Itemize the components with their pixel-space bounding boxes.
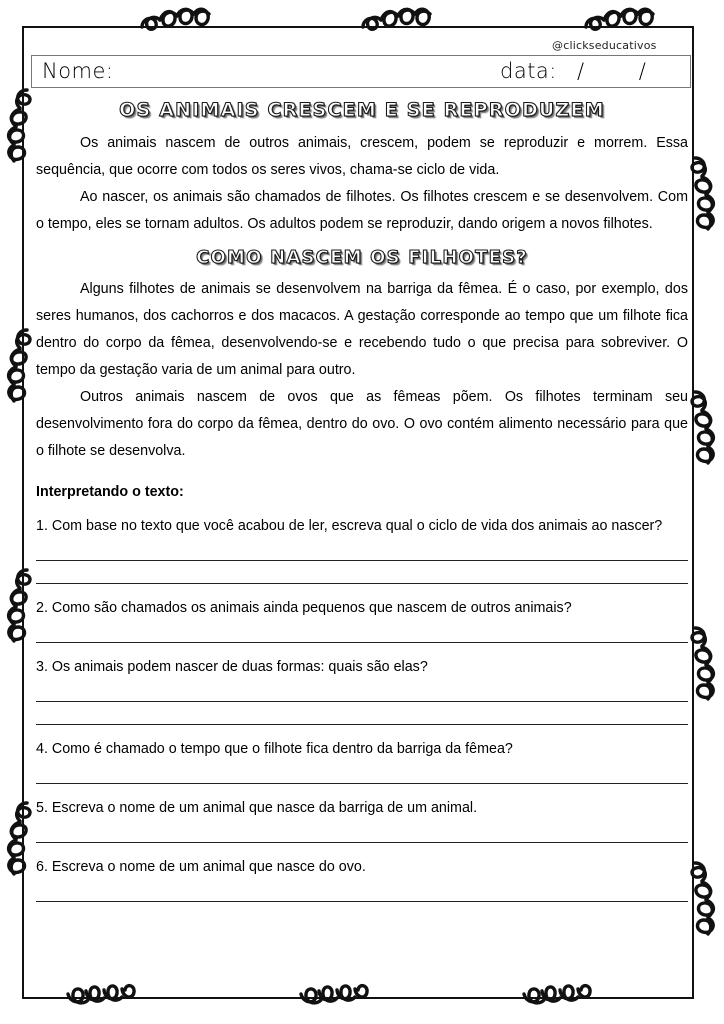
- student-info-bar: [31, 55, 691, 88]
- watermark-credit: @clickseducativos: [552, 39, 657, 52]
- question-3: 3. Os animais podem nascer de duas formas: quais são elas?: [36, 658, 428, 675]
- question-6: 6. Escreva o nome de um animal que nasce do ovo.: [36, 858, 366, 875]
- paragraph-4: Outros animais nascem de ovos que as fêmeas põem. Os filhotes terminam seu desenvolvimento fora do corpo da fêmea, dentro do ovo. O ovo contém alimento necessário para que o filhote se desenvolva.: [36, 388, 688, 459]
- paragraph-3: Alguns filhotes de animais se desenvolvem na barriga da fêmea. É o caso, por exemplo, dos seres humanos, dos cachorros e dos macacos. A gestação corresponde ao tempo que um filhote fica dentro do corpo da fêmea, desenvolvendo-se e recebendo tudo o que precisa para sobreviver. O tempo da gestação varia de um animal para outro.: [36, 280, 688, 378]
- swirl-ornament-top-center: [355, 5, 445, 41]
- paragraph-1: Os animais nascem de outros animais, crescem, podem se reproduzir e morrem. Essa sequência, que ocorre com todos os seres vivos, chama-se ciclo de vida.: [36, 134, 688, 178]
- frame-border-bottom: [22, 997, 694, 999]
- question-1: 1. Com base no texto que você acabou de ler, escreva qual o ciclo de vida dos animais ao nascer?: [36, 517, 663, 534]
- swirl-ornament-top-right: [578, 5, 668, 41]
- frame-border-right: [692, 26, 694, 999]
- swirl-ornament-top-left: [134, 5, 224, 41]
- page-title: OS ANIMAIS CRESCEM E SE REPRODUZEM: [119, 99, 605, 121]
- answer-line-6a[interactable]: [36, 901, 688, 902]
- name-label: Nome:: [42, 59, 114, 83]
- worksheet-content: [36, 100, 688, 902]
- date-label: data:: [500, 59, 557, 83]
- frame-border-left: [22, 26, 24, 999]
- section-title: COMO NASCEM OS FILHOTES?: [196, 246, 528, 268]
- paragraph-2: Ao nascer, os animais são chamados de filhotes. Os filhotes crescem e se desenvolvem. Com o tempo, eles se tornam adultos. Os adultos podem se reproduzir, dando origem a novos filhotes.: [36, 188, 688, 232]
- activity-heading: Interpretando o texto:: [36, 483, 184, 500]
- question-5: 5. Escreva o nome de um animal que nasce da barriga de um animal.: [36, 799, 478, 816]
- date-slashes: / /: [577, 59, 670, 83]
- question-4: 4. Como é chamado o tempo que o filhote fica dentro da barriga da fêmea?: [36, 740, 513, 757]
- question-2: 2. Como são chamados os animais ainda pequenos que nascem de outros animais?: [36, 599, 572, 616]
- frame-border-top: [22, 26, 694, 28]
